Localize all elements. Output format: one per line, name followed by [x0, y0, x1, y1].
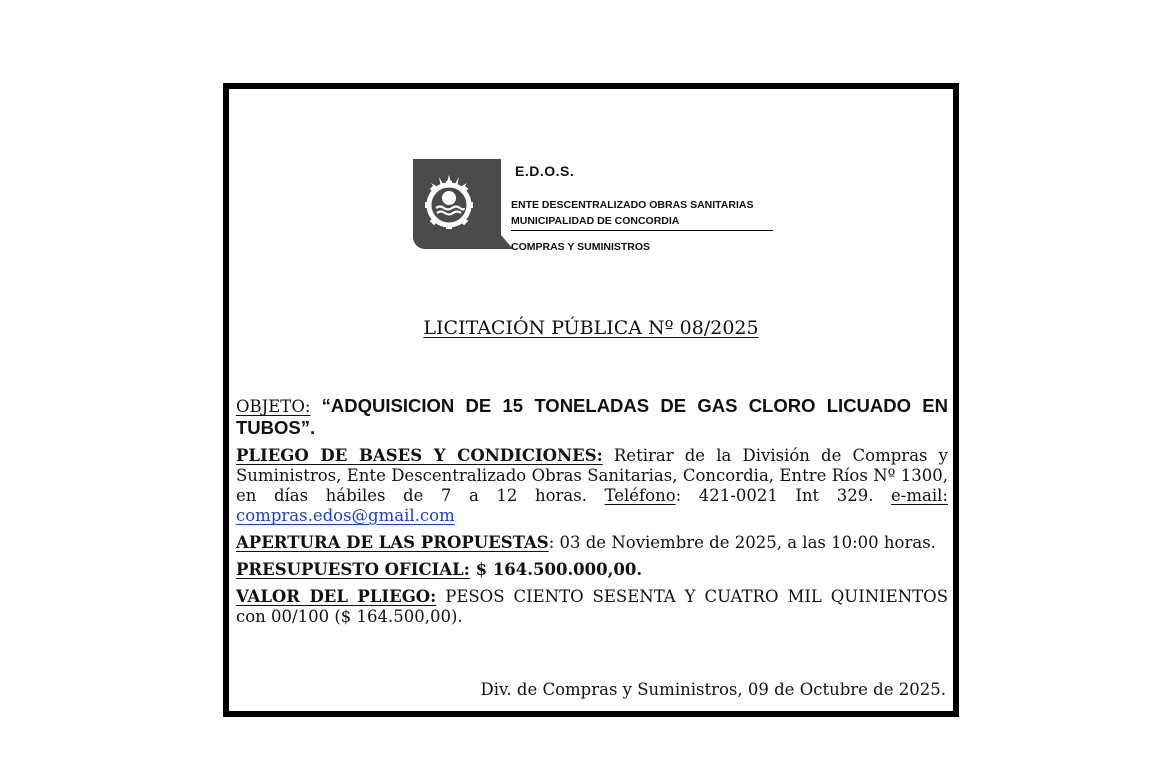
- pliego-paragraph: [236, 446, 948, 526]
- phone-text: : 421-0021 Int 329.: [675, 486, 892, 505]
- phone-label: Teléfono: [604, 486, 676, 505]
- pliego-label: PLIEGO DE BASES Y CONDICIONES:: [236, 446, 603, 465]
- apertura-paragraph: [236, 533, 948, 553]
- presupuesto-paragraph: [236, 560, 948, 580]
- organization-block: [511, 163, 773, 255]
- edos-sun-gear-emblem-icon: [419, 167, 483, 237]
- notice-title: [229, 315, 953, 341]
- org-divider: [511, 230, 773, 231]
- email-label: e-mail:: [891, 486, 948, 505]
- org-name-line-2: MUNICIPALIDAD DE CONCORDIA: [511, 215, 680, 227]
- valor-text: PESOS CIENTO SESENTA Y CUATRO MIL QUINIENTOS con 00/100 ($ 164.500,00).: [236, 587, 948, 626]
- apertura-text: : 03 de Noviembre de 2025, a las 10:00 horas.: [548, 533, 936, 552]
- valor-paragraph: [236, 587, 948, 627]
- org-name-line-1: ENTE DESCENTRALIZADO OBRAS SANITARIAS: [511, 199, 754, 211]
- org-department: COMPRAS Y SUMINISTROS: [511, 241, 651, 253]
- objeto-paragraph: [236, 395, 948, 439]
- valor-label: VALOR DEL PLIEGO:: [236, 587, 437, 606]
- org-acronym: E.D.O.S.: [515, 163, 575, 179]
- objeto-text: “ADQUISICION DE 15 TONELADAS DE GAS CLORO LICUADO EN TUBOS”.: [236, 395, 948, 438]
- pliego-text: Retirar de la División de Compras y Suministros, Ente Descentralizado Obras Sanitarias, Concordia, Entre Ríos Nº 1300, en días hábiles de 7 a 12 horas.: [236, 446, 948, 505]
- apertura-label: APERTURA DE LAS PROPUESTAS: [236, 533, 549, 552]
- logo: [413, 159, 501, 249]
- email-link[interactable]: compras.edos@gmail.com: [236, 506, 455, 525]
- signature-line: Div. de Compras y Suministros, 09 de Octubre de 2025.: [480, 680, 946, 699]
- objeto-label: OBJETO:: [236, 397, 311, 416]
- notice-title-text: LICITACIÓN PÚBLICA Nº 08/2025: [423, 317, 759, 339]
- notice-content: [236, 395, 948, 634]
- presupuesto-text: $ 164.500.000,00.: [469, 560, 643, 579]
- notice-frame: [223, 83, 959, 717]
- presupuesto-label: PRESUPUESTO OFICIAL:: [236, 560, 470, 579]
